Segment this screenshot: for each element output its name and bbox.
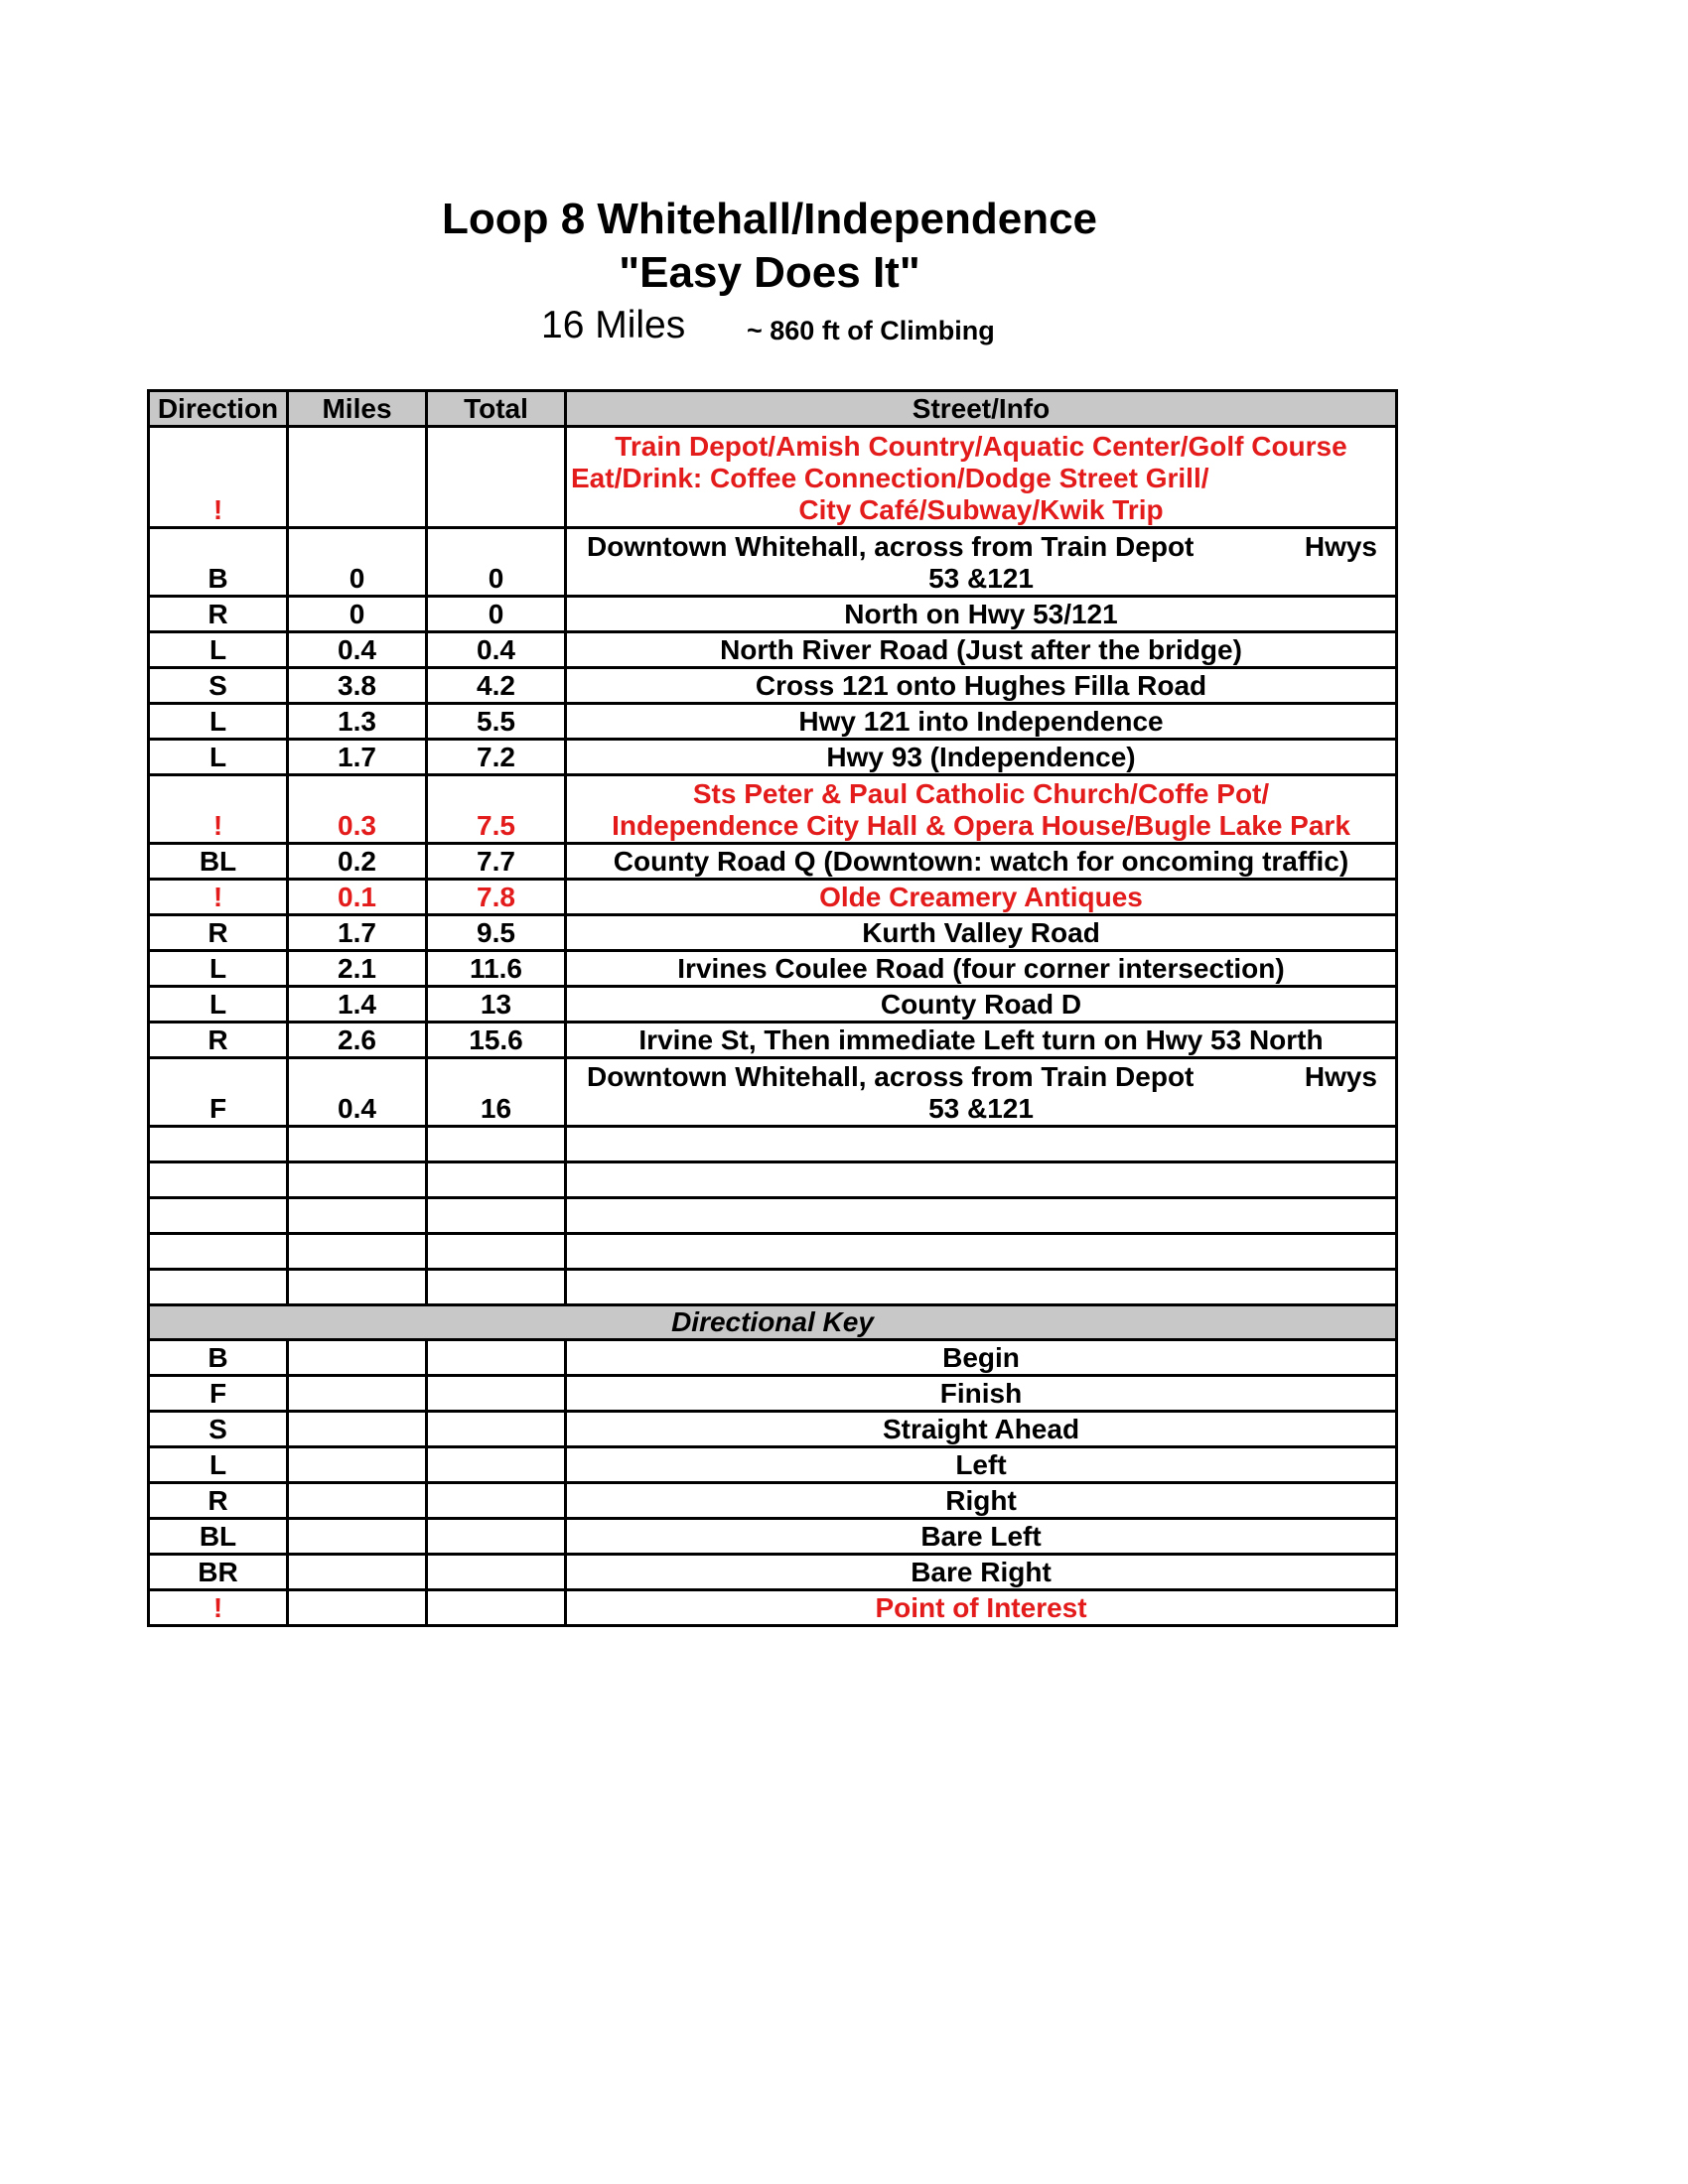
cue-info: Irvines Coulee Road (four corner intersection) [566, 951, 1397, 987]
cue-miles: 0 [288, 597, 427, 632]
blank-cell [566, 1162, 1397, 1198]
cue-info: Hwy 121 into Independence [566, 704, 1397, 740]
blank-cell [427, 1340, 566, 1376]
blank-cell [566, 1234, 1397, 1270]
cue-info: North on Hwy 53/121 [566, 597, 1397, 632]
blank-cell [427, 1555, 566, 1590]
blank-cell [149, 1270, 288, 1305]
blank-cell [427, 1234, 566, 1270]
key-meaning: Right [566, 1483, 1397, 1519]
cue-miles: 3.8 [288, 668, 427, 704]
cue-info-line: Eat/Drink: Coffee Connection/Dodge Street Grill/ [571, 463, 1209, 493]
cue-info-line: Downtown Whitehall, across from Train Depot [587, 1061, 1195, 1092]
table-row [149, 951, 1397, 987]
key-title: Directional Key [149, 1305, 1397, 1340]
header-info: Street/Info [566, 391, 1397, 427]
cue-info-line: Independence City Hall & Opera House/Bugle Lake Park [612, 810, 1350, 841]
cue-direction: S [149, 668, 288, 704]
cue-total: 13 [427, 987, 566, 1023]
table-row [149, 597, 1397, 632]
cue-direction: ! [149, 880, 288, 915]
cue-miles [288, 427, 427, 528]
cue-info: Hwy 93 (Independence) [566, 740, 1397, 775]
cue-direction: L [149, 951, 288, 987]
cue-total: 0.4 [427, 632, 566, 668]
table-row [149, 427, 1397, 528]
cue-direction: B [149, 528, 288, 597]
key-code: L [149, 1447, 288, 1483]
blank-cell [149, 1127, 288, 1162]
key-code: BL [149, 1519, 288, 1555]
route-summary [0, 304, 1539, 353]
table-row [149, 880, 1397, 915]
cue-total: 5.5 [427, 704, 566, 740]
blank-cell [566, 1198, 1397, 1234]
cue-info-line: 53 &121 [928, 1093, 1034, 1124]
cue-total [427, 427, 566, 528]
blank-cell [149, 1234, 288, 1270]
blank-cell [288, 1447, 427, 1483]
blank-cell [427, 1162, 566, 1198]
blank-cell [288, 1483, 427, 1519]
blank-cell [288, 1519, 427, 1555]
table-row [149, 915, 1397, 951]
blank-cell [427, 1412, 566, 1447]
key-row [149, 1555, 1397, 1590]
key-meaning: Straight Ahead [566, 1412, 1397, 1447]
cue-total: 0 [427, 528, 566, 597]
cue-direction: F [149, 1058, 288, 1127]
cue-miles: 0.2 [288, 844, 427, 880]
cue-direction: L [149, 704, 288, 740]
table-row [149, 775, 1397, 844]
blank-cell [566, 1127, 1397, 1162]
cue-total: 16 [427, 1058, 566, 1127]
cue-info [566, 427, 1397, 528]
route-distance: 16 Miles [541, 304, 686, 346]
blank-cell [288, 1555, 427, 1590]
cue-miles: 0.1 [288, 880, 427, 915]
cue-direction: L [149, 987, 288, 1023]
cue-total: 7.7 [427, 844, 566, 880]
key-code: F [149, 1376, 288, 1412]
blank-cell [288, 1412, 427, 1447]
key-row [149, 1447, 1397, 1483]
key-row [149, 1412, 1397, 1447]
cue-info: County Road Q (Downtown: watch for oncoming traffic) [566, 844, 1397, 880]
cue-direction: R [149, 1023, 288, 1058]
key-row [149, 1483, 1397, 1519]
blank-cell [288, 1234, 427, 1270]
blank-cell [427, 1270, 566, 1305]
route-climbing: ~ 860 ft of Climbing [747, 316, 995, 345]
blank-cell [149, 1198, 288, 1234]
cue-miles: 2.6 [288, 1023, 427, 1058]
table-row [149, 987, 1397, 1023]
table-row [149, 740, 1397, 775]
cue-total: 7.8 [427, 880, 566, 915]
blank-cell [427, 1447, 566, 1483]
blank-cell [427, 1519, 566, 1555]
blank-cell [566, 1270, 1397, 1305]
blank-row [149, 1162, 1397, 1198]
blank-row [149, 1234, 1397, 1270]
cue-info: Kurth Valley Road [566, 915, 1397, 951]
table-row [149, 844, 1397, 880]
cue-miles: 2.1 [288, 951, 427, 987]
cue-info-line: Downtown Whitehall, across from Train Depot [587, 531, 1195, 562]
blank-cell [288, 1162, 427, 1198]
cue-total: 0 [427, 597, 566, 632]
key-meaning: Left [566, 1447, 1397, 1483]
blank-cell [149, 1162, 288, 1198]
key-meaning: Bare Left [566, 1519, 1397, 1555]
blank-cell [288, 1590, 427, 1626]
blank-cell [288, 1198, 427, 1234]
table-row [149, 704, 1397, 740]
table-header-row [149, 391, 1397, 427]
table-row [149, 1058, 1397, 1127]
cue-info-line: 53 &121 [928, 563, 1034, 594]
cue-miles: 1.3 [288, 704, 427, 740]
cue-direction: R [149, 597, 288, 632]
cue-direction: BL [149, 844, 288, 880]
cue-info [566, 1058, 1397, 1127]
cue-info-line: Hwys [1304, 531, 1377, 562]
cue-miles: 1.4 [288, 987, 427, 1023]
cue-miles: 0.3 [288, 775, 427, 844]
cue-miles: 1.7 [288, 740, 427, 775]
cue-info: Olde Creamery Antiques [566, 880, 1397, 915]
page-title: Loop 8 Whitehall/Independence [441, 195, 1098, 243]
blank-cell [288, 1127, 427, 1162]
cue-info: Irvine St, Then immediate Left turn on Hwy 53 North [566, 1023, 1397, 1058]
header-direction: Direction [149, 391, 288, 427]
cue-direction: ! [149, 775, 288, 844]
cue-miles: 0 [288, 528, 427, 597]
key-code: B [149, 1340, 288, 1376]
key-meaning: Point of Interest [566, 1590, 1397, 1626]
table-row [149, 632, 1397, 668]
cue-miles: 0.4 [288, 632, 427, 668]
header-miles: Miles [288, 391, 427, 427]
cue-direction: L [149, 632, 288, 668]
key-meaning: Begin [566, 1340, 1397, 1376]
cue-sheet-table [147, 389, 1398, 1627]
cue-info-line: Train Depot/Amish Country/Aquatic Center/Golf Course [615, 431, 1347, 462]
cue-direction: L [149, 740, 288, 775]
key-row [149, 1519, 1397, 1555]
cue-total: 11.6 [427, 951, 566, 987]
cue-total: 7.2 [427, 740, 566, 775]
cue-info-line: City Café/Subway/Kwik Trip [798, 494, 1164, 525]
key-code: S [149, 1412, 288, 1447]
table-row [149, 1023, 1397, 1058]
blank-cell [288, 1340, 427, 1376]
blank-cell [427, 1590, 566, 1626]
table-row [149, 668, 1397, 704]
cue-total: 9.5 [427, 915, 566, 951]
blank-cell [288, 1376, 427, 1412]
cue-miles: 0.4 [288, 1058, 427, 1127]
key-code: ! [149, 1590, 288, 1626]
blank-row [149, 1127, 1397, 1162]
cue-info-line: Sts Peter & Paul Catholic Church/Coffe Pot/ [692, 778, 1270, 809]
cue-info [566, 528, 1397, 597]
blank-cell [427, 1483, 566, 1519]
cue-direction: ! [149, 427, 288, 528]
blank-cell [288, 1270, 427, 1305]
cue-miles: 1.7 [288, 915, 427, 951]
table-row [149, 528, 1397, 597]
blank-row [149, 1270, 1397, 1305]
blank-row [149, 1198, 1397, 1234]
header-total: Total [427, 391, 566, 427]
cue-info: County Road D [566, 987, 1397, 1023]
cue-total: 15.6 [427, 1023, 566, 1058]
key-meaning: Finish [566, 1376, 1397, 1412]
key-row [149, 1340, 1397, 1376]
blank-cell [427, 1198, 566, 1234]
cue-info-line: Hwys [1304, 1061, 1377, 1092]
cue-info: Cross 121 onto Hughes Filla Road [566, 668, 1397, 704]
cue-total: 7.5 [427, 775, 566, 844]
cue-total: 4.2 [427, 668, 566, 704]
key-meaning: Bare Right [566, 1555, 1397, 1590]
key-header-row [149, 1305, 1397, 1340]
key-code: R [149, 1483, 288, 1519]
cue-info: North River Road (Just after the bridge) [566, 632, 1397, 668]
blank-cell [427, 1376, 566, 1412]
key-code: BR [149, 1555, 288, 1590]
cue-info [566, 775, 1397, 844]
page-subtitle: "Easy Does It" [619, 248, 920, 297]
key-row [149, 1590, 1397, 1626]
cue-direction: R [149, 915, 288, 951]
blank-cell [427, 1127, 566, 1162]
key-row [149, 1376, 1397, 1412]
